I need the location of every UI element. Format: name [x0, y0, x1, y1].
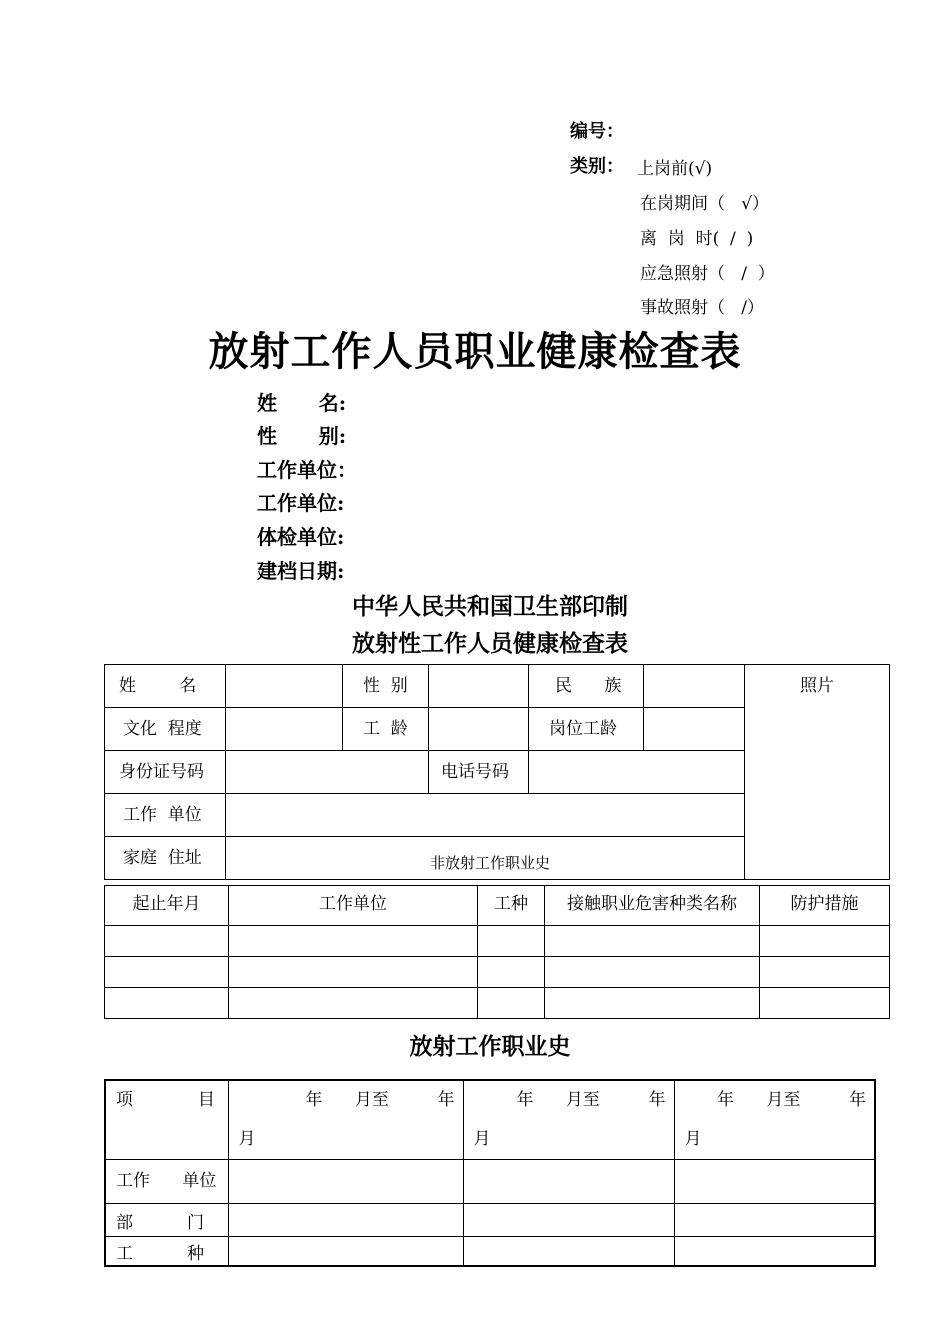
table-cell[interactable]	[229, 988, 478, 1019]
table-cell[interactable]	[105, 988, 229, 1019]
category-pre-employment: 上岗前(√)	[637, 159, 713, 179]
radiation-history-table	[104, 1079, 876, 1267]
value-phone[interactable]	[529, 751, 745, 794]
personal-info-table	[104, 664, 890, 880]
header-period: 起止年月	[105, 886, 229, 926]
table-cell[interactable]	[674, 1204, 875, 1237]
label-item: 项 目	[105, 1080, 228, 1160]
category-leaving: 离 岗 时( / )	[640, 229, 754, 249]
label-address: 家庭 住址	[105, 837, 226, 880]
field-work-unit: 工作单位：	[257, 458, 357, 482]
table-cell[interactable]	[463, 1160, 674, 1204]
value-name[interactable]	[226, 665, 343, 708]
table-cell[interactable]	[228, 1204, 463, 1237]
page-title: 放射工作人员职业健康检查表	[208, 328, 742, 375]
table-cell[interactable]	[545, 926, 760, 957]
value-id-number[interactable]	[226, 751, 429, 794]
field-name: 姓 名:	[257, 391, 347, 415]
header-work-unit: 工作单位	[229, 886, 478, 926]
table-cell[interactable]	[229, 926, 478, 957]
label-id-number: 身份证号码	[105, 751, 226, 794]
period-cell-2[interactable]: 年 月至 年 月	[463, 1080, 674, 1160]
period-cell-1[interactable]: 年 月至 年 月	[228, 1080, 463, 1160]
table-cell[interactable]	[545, 957, 760, 988]
table-cell[interactable]	[760, 957, 890, 988]
number-label: 编号：	[570, 121, 624, 142]
header-job-type: 工种	[478, 886, 545, 926]
label-seniority: 工 龄	[343, 708, 429, 751]
value-ethnicity[interactable]	[644, 665, 745, 708]
subtitle: 放射性工作人员健康检查表	[352, 630, 628, 657]
category-emergency: 应急照射（ / ）	[640, 264, 775, 284]
table-cell[interactable]	[760, 988, 890, 1019]
value-gender[interactable]	[429, 665, 529, 708]
label-ethnicity: 民 族	[529, 665, 644, 708]
label-phone: 电话号码	[429, 751, 529, 794]
value-education[interactable]	[226, 708, 343, 751]
label-department: 部 门	[105, 1204, 228, 1237]
field-file-date: 建档日期:	[257, 559, 345, 583]
value-seniority[interactable]	[429, 708, 529, 751]
table-cell[interactable]	[545, 988, 760, 1019]
table-cell[interactable]	[228, 1237, 463, 1267]
label-gender: 性 别	[343, 665, 429, 708]
table-cell[interactable]	[478, 957, 545, 988]
table-cell[interactable]	[674, 1237, 875, 1267]
header-protection: 防护措施	[760, 886, 890, 926]
table-cell[interactable]	[105, 957, 229, 988]
label-rad-work-unit: 工作 单位	[105, 1160, 228, 1204]
period-cell-3[interactable]: 年 月至 年 月	[674, 1080, 875, 1160]
field-gender: 性 别:	[257, 424, 347, 448]
category-in-service: 在岗期间（ √）	[640, 194, 770, 214]
table-cell[interactable]	[105, 926, 229, 957]
table-cell[interactable]	[463, 1204, 674, 1237]
field-exam-unit: 体检单位:	[257, 525, 345, 549]
value-post-seniority[interactable]	[644, 708, 745, 751]
field-work-unit-2: 工作单位:	[257, 491, 345, 515]
table-cell[interactable]	[478, 926, 545, 957]
photo-cell: 照片	[745, 665, 890, 880]
table-cell[interactable]	[463, 1237, 674, 1267]
label-education: 文化 程度	[105, 708, 226, 751]
label-work-unit: 工作 单位	[105, 794, 226, 837]
value-work-unit[interactable]	[226, 794, 745, 837]
non-radiation-caption: 非放射工作职业史	[429, 854, 550, 872]
label-post-seniority: 岗位工龄	[529, 708, 644, 751]
table-cell[interactable]	[760, 926, 890, 957]
table-cell[interactable]	[229, 957, 478, 988]
label-job-type: 工 种	[105, 1237, 228, 1267]
category-label: 类别：	[570, 156, 624, 177]
non-radiation-history-table	[104, 885, 890, 1019]
header-hazard: 接触职业危害种类名称	[545, 886, 760, 926]
publisher: 中华人民共和国卫生部印制	[352, 593, 628, 620]
table-cell[interactable]	[228, 1160, 463, 1204]
radiation-history-heading: 放射工作职业史	[409, 1033, 571, 1060]
table-cell[interactable]	[674, 1160, 875, 1204]
category-accident: 事故照射（ /）	[640, 298, 764, 318]
label-name: 姓 名	[105, 665, 226, 708]
table-cell[interactable]	[478, 988, 545, 1019]
